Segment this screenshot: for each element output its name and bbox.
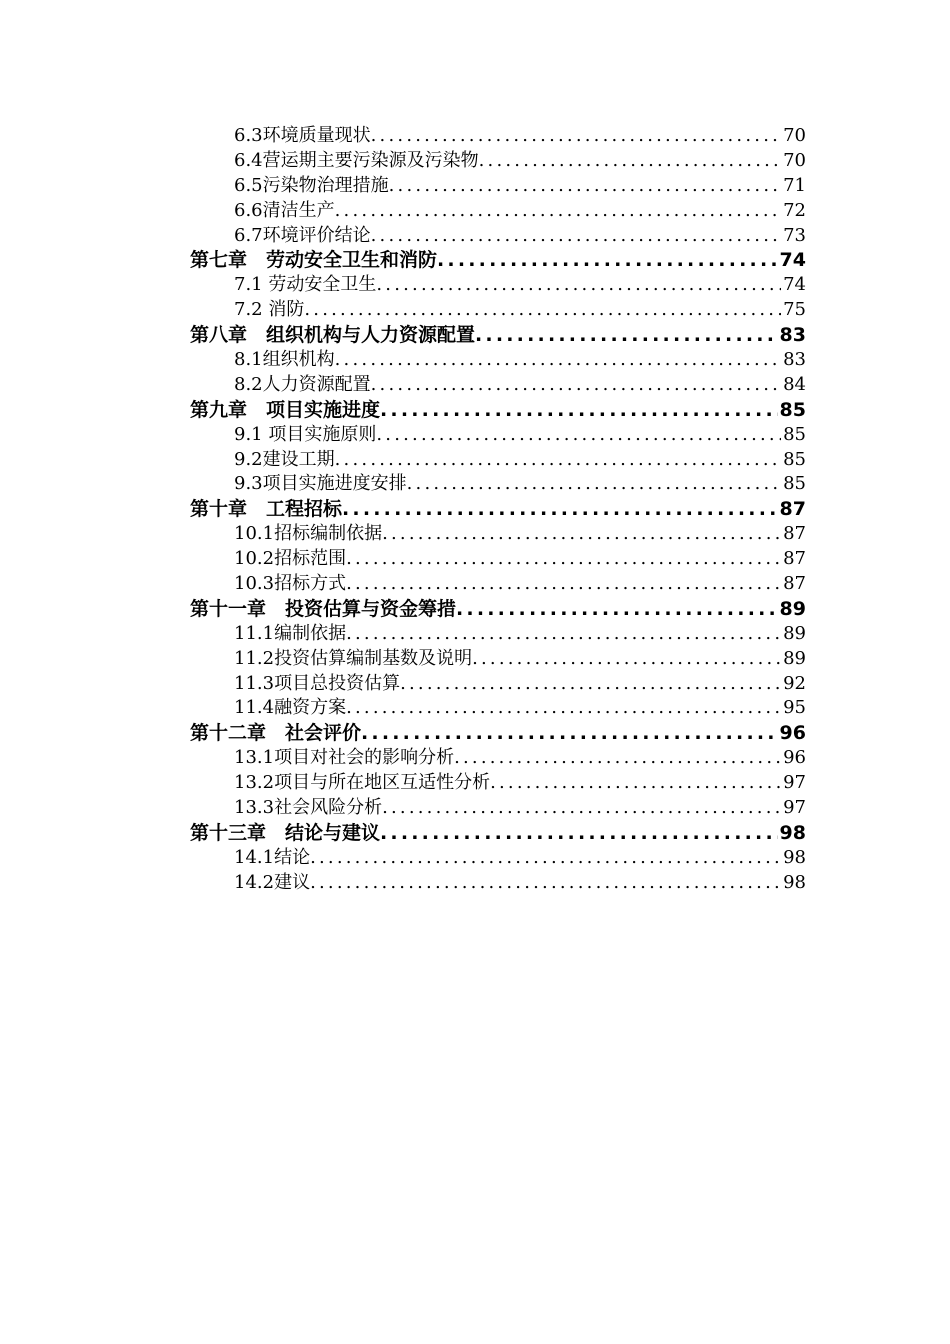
table-of-contents	[190, 124, 806, 896]
toc-entry-title: 第八章 组织机构与人力资源配置	[190, 324, 476, 347]
toc-section-entry[interactable]	[190, 273, 806, 298]
toc-dot-leader	[389, 174, 781, 199]
toc-entry-title: 9.1 项目实施原则	[234, 423, 377, 445]
toc-entry-page-number: 85	[783, 473, 806, 495]
toc-entry-title: 11.4融资方案	[234, 697, 347, 719]
toc-entry-title: 8.2人力资源配置	[234, 373, 371, 395]
toc-dot-leader	[371, 224, 781, 249]
toc-entry-page-number: 70	[783, 149, 806, 171]
toc-entry-page-number: 83	[783, 349, 806, 371]
toc-dot-leader	[380, 398, 778, 423]
toc-dot-leader	[371, 373, 781, 398]
toc-section-entry[interactable]	[190, 124, 806, 149]
toc-entry-title: 第十三章 结论与建议	[190, 821, 381, 844]
toc-section-entry[interactable]	[190, 572, 806, 597]
toc-entry-page-number: 83	[779, 324, 806, 347]
toc-entry-title: 14.1结论	[234, 846, 311, 868]
toc-entry-page-number: 72	[783, 199, 806, 221]
toc-entry-page-number: 70	[783, 125, 806, 146]
toc-dot-leader	[304, 298, 781, 323]
toc-section-entry[interactable]	[190, 846, 806, 871]
toc-entry-title: 10.3招标方式	[234, 573, 347, 595]
toc-chapter-entry[interactable]	[190, 821, 806, 846]
toc-entry-title: 11.2投资估算编制基数及说明	[234, 647, 473, 669]
toc-entry-title: 7.2 消防	[234, 299, 305, 321]
toc-dot-leader	[382, 796, 781, 821]
toc-section-entry[interactable]	[190, 522, 806, 547]
toc-entry-page-number: 87	[783, 548, 806, 570]
toc-entry-page-number: 74	[783, 274, 806, 296]
toc-entry-title: 10.2招标范围	[234, 548, 347, 570]
toc-entry-page-number: 96	[783, 747, 806, 769]
toc-entry-page-number: 89	[783, 647, 806, 669]
toc-entry-page-number: 71	[783, 174, 806, 196]
toc-entry-page-number: 92	[783, 672, 806, 694]
toc-entry-page-number: 89	[779, 597, 806, 620]
toc-dot-leader	[335, 448, 781, 473]
toc-entry-title: 13.2项目与所在地区互适性分析	[234, 772, 491, 794]
toc-entry-page-number: 96	[779, 722, 806, 745]
toc-entry-title: 第九章 项目实施进度	[190, 398, 381, 421]
toc-dot-leader	[400, 672, 781, 697]
toc-chapter-entry[interactable]	[190, 597, 806, 622]
toc-section-entry[interactable]	[190, 149, 806, 174]
toc-section-entry[interactable]	[190, 174, 806, 199]
toc-entry-title: 13.1项目对社会的影响分析	[234, 747, 455, 769]
toc-section-entry[interactable]	[190, 746, 806, 771]
toc-entry-title: 第十二章 社会评价	[190, 722, 362, 745]
toc-entry-page-number: 98	[783, 846, 806, 868]
toc-section-entry[interactable]	[190, 448, 806, 473]
toc-dot-leader	[479, 149, 781, 174]
toc-chapter-entry[interactable]	[190, 497, 806, 522]
toc-entry-title: 6.6清洁生产	[234, 199, 335, 221]
toc-chapter-entry[interactable]	[190, 398, 806, 423]
toc-section-entry[interactable]	[190, 224, 806, 249]
toc-entry-title: 11.1编制依据	[234, 622, 347, 644]
toc-section-entry[interactable]	[190, 423, 806, 448]
toc-dot-leader	[342, 497, 778, 522]
toc-entry-title: 14.2建议	[234, 871, 311, 893]
toc-entry-title: 第十一章 投资估算与资金筹措	[190, 597, 457, 620]
toc-dot-leader	[346, 696, 781, 721]
toc-entry-page-number: 89	[783, 622, 806, 644]
toc-entry-title: 11.3项目总投资估算	[234, 672, 401, 694]
toc-dot-leader	[346, 572, 781, 597]
toc-section-entry[interactable]	[190, 647, 806, 672]
toc-entry-page-number: 74	[779, 249, 806, 272]
toc-section-entry[interactable]	[190, 472, 806, 497]
toc-dot-leader	[376, 273, 781, 298]
toc-section-entry[interactable]	[190, 771, 806, 796]
toc-dot-leader	[346, 547, 781, 572]
toc-entry-page-number: 97	[783, 772, 806, 794]
toc-entry-page-number: 85	[779, 398, 806, 421]
toc-dot-leader	[437, 248, 778, 273]
toc-entry-page-number: 97	[783, 797, 806, 819]
toc-dot-leader	[472, 647, 781, 672]
toc-entry-page-number: 98	[779, 821, 806, 844]
toc-entry-title: 6.7环境评价结论	[234, 224, 371, 246]
toc-dot-leader	[335, 199, 781, 224]
toc-entry-title: 6.3环境质量现状	[234, 125, 371, 146]
toc-entry-title: 6.5污染物治理措施	[234, 174, 389, 196]
toc-dot-leader	[346, 622, 781, 647]
toc-section-entry[interactable]	[190, 547, 806, 572]
toc-entry-page-number: 87	[783, 573, 806, 595]
toc-entry-title: 8.1组织机构	[234, 349, 335, 371]
toc-section-entry[interactable]	[190, 672, 806, 697]
toc-dot-leader	[376, 423, 781, 448]
toc-dot-leader	[382, 522, 781, 547]
toc-entry-page-number: 84	[783, 373, 806, 395]
toc-entry-title: 9.2建设工期	[234, 448, 335, 470]
toc-dot-leader	[407, 472, 781, 497]
toc-entry-page-number: 85	[783, 423, 806, 445]
toc-dot-leader	[371, 124, 781, 149]
toc-section-entry[interactable]	[190, 696, 806, 721]
toc-entry-title: 10.1招标编制依据	[234, 523, 383, 545]
toc-section-entry[interactable]	[190, 199, 806, 224]
toc-dot-leader	[335, 348, 781, 373]
toc-section-entry[interactable]	[190, 298, 806, 323]
toc-section-entry[interactable]	[190, 622, 806, 647]
toc-entry-page-number: 85	[783, 448, 806, 470]
toc-entry-page-number: 73	[783, 224, 806, 246]
toc-section-entry[interactable]	[190, 373, 806, 398]
toc-dot-leader	[475, 323, 778, 348]
toc-dot-leader	[310, 871, 781, 896]
toc-dot-leader	[380, 821, 778, 846]
toc-dot-leader	[456, 597, 778, 622]
toc-entry-title: 9.3项目实施进度安排	[234, 473, 407, 495]
toc-entry-page-number: 95	[783, 697, 806, 719]
toc-section-entry[interactable]	[190, 796, 806, 821]
toc-chapter-entry[interactable]	[190, 721, 806, 746]
toc-entry-title: 13.3社会风险分析	[234, 797, 383, 819]
toc-dot-leader	[490, 771, 781, 796]
toc-entry-title: 第七章 劳动安全卫生和消防	[190, 249, 438, 272]
toc-entry-page-number: 87	[779, 498, 806, 521]
toc-section-entry[interactable]	[190, 871, 806, 896]
toc-entry-title: 7.1 劳动安全卫生	[234, 274, 377, 296]
toc-entry-title: 第十章 工程招标	[190, 498, 343, 521]
toc-dot-leader	[361, 721, 778, 746]
toc-chapter-entry[interactable]	[190, 248, 806, 273]
toc-entry-page-number: 87	[783, 523, 806, 545]
toc-section-entry[interactable]	[190, 348, 806, 373]
toc-entry-title: 6.4营运期主要污染源及污染物	[234, 149, 479, 171]
toc-chapter-entry[interactable]	[190, 323, 806, 348]
toc-entry-page-number: 75	[783, 299, 806, 321]
toc-entry-page-number: 98	[783, 871, 806, 893]
toc-dot-leader	[310, 846, 781, 871]
toc-dot-leader	[454, 746, 781, 771]
